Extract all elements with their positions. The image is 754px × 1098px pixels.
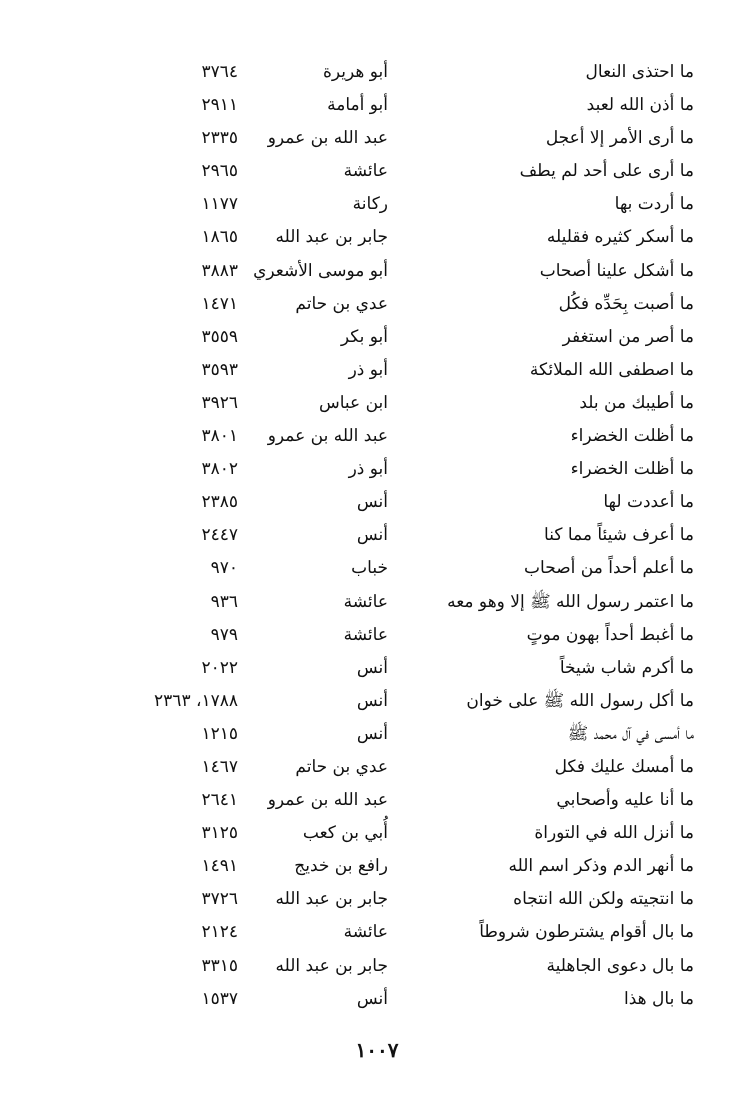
narrator-name: ابن عباس [318, 392, 388, 413]
hadith-text: ما أعددت لها [603, 492, 694, 513]
narrator-name: أنس [356, 723, 388, 744]
hadith-text: ما أمسى في آل محمد ﷺ [567, 723, 694, 744]
hadith-number: ٣٨٠١ [201, 426, 238, 447]
hadith-text: ما بال أقوام يشترطون شروطاً [479, 922, 694, 943]
hadith-text: ما بال هذا [624, 988, 694, 1009]
narrator-name: أنس [356, 657, 388, 678]
index-row [0, 685, 754, 718]
hadith-text: ما أصبت بِحَدِّه فكُل [558, 293, 694, 314]
index-row [0, 883, 754, 916]
hadith-number: ٢٩٦٥ [201, 161, 238, 182]
index-row [0, 586, 754, 619]
narrator-name: عدي بن حاتم [295, 756, 388, 777]
hadith-number: ٢٣٨٥ [201, 492, 238, 513]
hadith-text: ما بال دعوى الجاهلية [546, 955, 694, 976]
index-row [0, 321, 754, 354]
narrator-name: عبد الله بن عمرو [267, 128, 388, 149]
hadith-text: ما أنزل الله في التوراة [534, 823, 694, 844]
hadith-text: ما أسكر كثيره فقليله [546, 227, 694, 248]
index-row [0, 850, 754, 883]
narrator-name: جابر بن عبد الله [275, 955, 388, 976]
hadith-number: ٢٦٤١ [201, 790, 238, 811]
hadith-number: ٣٣١٥ [201, 955, 238, 976]
index-row [0, 122, 754, 155]
index-row [0, 652, 754, 685]
hadith-number: ٣٨٨٣ [201, 260, 238, 281]
hadith-text: ما أذن الله لعبد [586, 95, 694, 116]
page-number: ١٠٠٧ [355, 1038, 399, 1062]
narrator-name: عبد الله بن عمرو [267, 790, 388, 811]
hadith-number: ١٥٣٧ [201, 988, 238, 1009]
narrator-name: عائشة [343, 161, 388, 182]
hadith-text: ما انتجيته ولكن الله انتجاه [513, 889, 694, 910]
hadith-text: ما اعتمر رسول الله ﷺ إلا وهو معه [447, 591, 694, 612]
hadith-number: ٣٧٦٤ [201, 62, 238, 82]
hadith-number: ١٤٧١ [201, 293, 238, 314]
narrator-name: خباب [351, 558, 388, 579]
hadith-number: ٣٧٢٦ [201, 889, 238, 910]
hadith-text: ما أردت بها [614, 194, 694, 215]
hadith-text: ما أصر من استغفر [562, 326, 694, 347]
hadith-text: ما أغبط أحداً بهون موتٍ [526, 624, 694, 645]
hadith-number: ١٤٩١ [201, 856, 238, 877]
hadith-text: ما احتذى النعال [585, 62, 694, 82]
index-row [0, 255, 754, 288]
narrator-name: أبو ذر [348, 459, 388, 480]
narrator-name: عائشة [343, 624, 388, 645]
index-row [0, 784, 754, 817]
hadith-number: ١٢١٥ [201, 723, 238, 744]
hadith-number: ١٨٦٥ [201, 227, 238, 248]
hadith-text: ما أعرف شيئاً مما كنا [544, 525, 694, 546]
hadith-number: ٢١٢٤ [201, 922, 238, 943]
index-row [0, 519, 754, 552]
hadith-text: ما أنهر الدم وذكر اسم الله [508, 856, 694, 877]
hadith-number: ٩٧٩ [210, 624, 238, 645]
hadith-text: ما أرى على أحد لم يطف [519, 161, 694, 182]
index-row [0, 155, 754, 188]
hadith-text: ما اصطفى الله الملائكة [529, 359, 694, 380]
index-row [0, 56, 754, 89]
narrator-name: أبو أمامة [327, 95, 388, 116]
index-row [0, 619, 754, 652]
narrator-name: أُبي بن كعب [302, 823, 388, 844]
hadith-number: ٢٣٣٥ [201, 128, 238, 149]
hadith-text: ما أظلت الخضراء [570, 426, 694, 447]
index-row [0, 89, 754, 122]
hadith-text: ما أطيبك من بلد [579, 392, 694, 413]
narrator-name: جابر بن عبد الله [275, 227, 388, 248]
index-row [0, 552, 754, 585]
index-row [0, 420, 754, 453]
index-row [0, 817, 754, 850]
narrator-name: عبد الله بن عمرو [267, 426, 388, 447]
narrator-name: عائشة [343, 922, 388, 943]
hadith-number: ٢٤٤٧ [201, 525, 238, 546]
hadith-text: ما أعلم أحداً من أصحاب [524, 558, 694, 579]
narrator-name: أنس [356, 690, 388, 711]
hadith-number: ٣٨٠٢ [201, 459, 238, 480]
narrator-name: عائشة [343, 591, 388, 612]
hadith-text: ما أكل رسول الله ﷺ على خوان [466, 690, 694, 711]
hadith-number: ١٧٨٨، ٢٣٦٣ [154, 690, 238, 711]
narrator-name: ركانة [352, 194, 388, 215]
index-row [0, 916, 754, 949]
hadith-text: ما أمسك عليك فكل [554, 756, 694, 777]
index-row [0, 950, 754, 983]
narrator-name: أبو ذر [348, 359, 388, 380]
narrator-name: رافع بن خديج [294, 856, 388, 877]
hadith-text: ما أكرم شاب شيخاً [559, 657, 694, 678]
index-row [0, 188, 754, 221]
narrator-name: أنس [356, 988, 388, 1009]
hadith-number: ٩٣٦ [210, 591, 238, 612]
index-row [0, 387, 754, 420]
hadith-number: ٣١٢٥ [201, 823, 238, 844]
index-list [0, 56, 754, 1016]
index-row [0, 983, 754, 1016]
hadith-number: ٢٩١١ [201, 95, 238, 116]
hadith-number: ٩٧٠ [210, 558, 238, 579]
narrator-name: عدي بن حاتم [295, 293, 388, 314]
hadith-number: ٣٥٥٩ [201, 326, 238, 347]
narrator-name: أبو موسى الأشعري [253, 260, 388, 281]
narrator-name: أبو هريرة [322, 62, 388, 82]
hadith-number: ٢٠٢٢ [201, 657, 238, 678]
index-row [0, 751, 754, 784]
narrator-name: أنس [356, 492, 388, 513]
hadith-text: ما أنا عليه وأصحابي [556, 790, 694, 811]
index-row [0, 288, 754, 321]
index-row [0, 486, 754, 519]
hadith-text: ما أرى الأمر إلا أعجل [545, 128, 694, 149]
narrator-name: أبو بكر [340, 326, 388, 347]
hadith-number: ١٤٦٧ [201, 756, 238, 777]
hadith-text: ما أظلت الخضراء [570, 459, 694, 480]
index-row [0, 354, 754, 387]
index-row [0, 453, 754, 486]
hadith-number: ٣٩٢٦ [201, 392, 238, 413]
narrator-name: أنس [356, 525, 388, 546]
index-row [0, 221, 754, 254]
index-row [0, 718, 754, 751]
narrator-name: جابر بن عبد الله [275, 889, 388, 910]
hadith-number: ٣٥٩٣ [201, 359, 238, 380]
hadith-number: ١١٧٧ [201, 194, 238, 215]
hadith-text: ما أشكل علينا أصحاب [539, 260, 694, 281]
